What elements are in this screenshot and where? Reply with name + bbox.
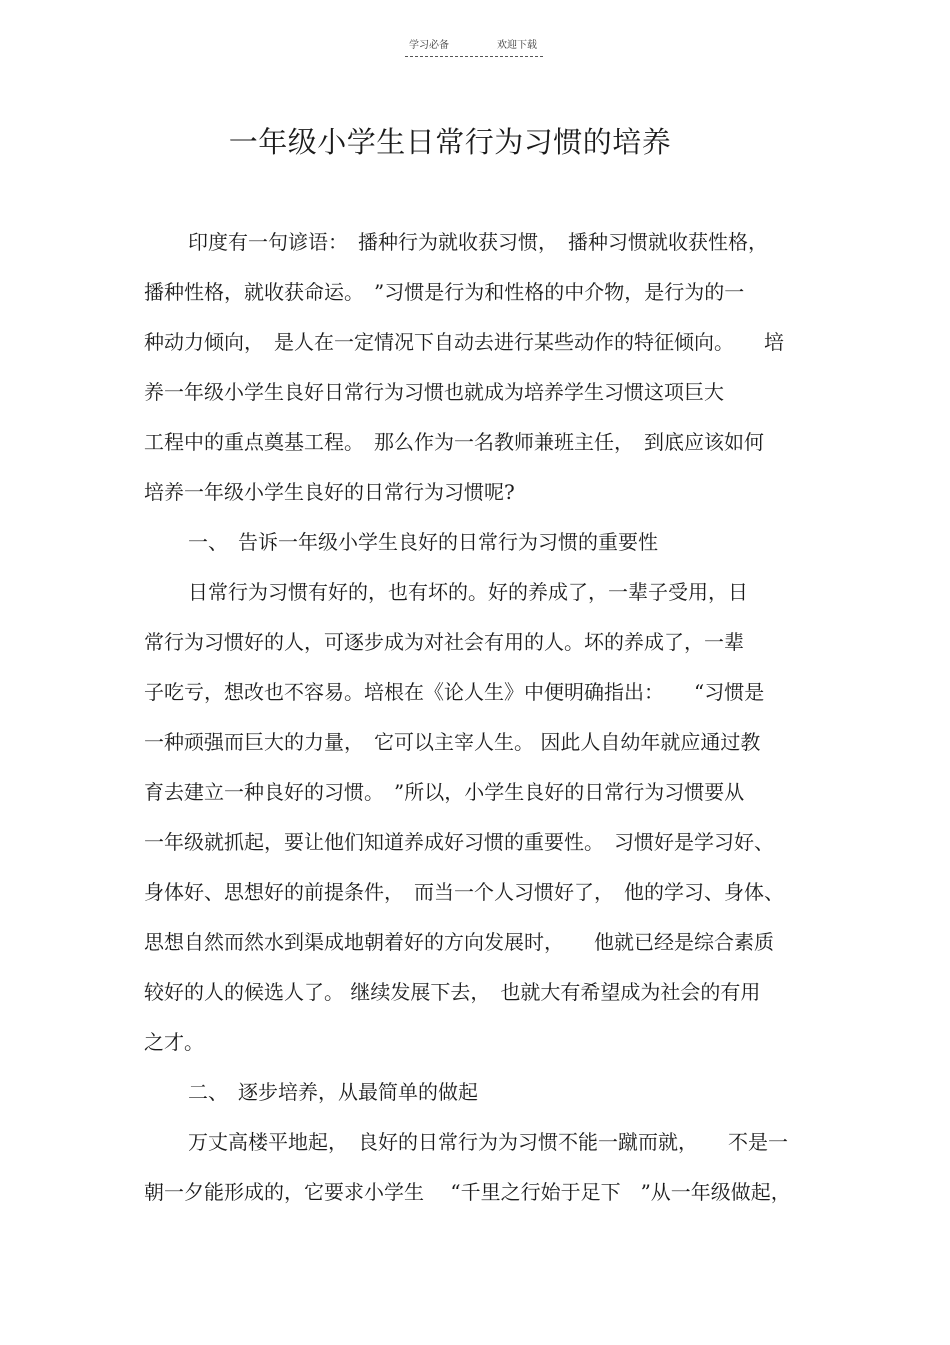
paragraph-line: 之才。 xyxy=(144,1030,204,1054)
section-heading: 二、 逐步培养，从最简单的做起 xyxy=(188,1080,478,1104)
header-right-text: 欢迎下载 xyxy=(497,40,537,51)
paragraph-line: 一种顽强而巨大的力量， 它可以主宰人生。 因此人自幼年就应通过教 xyxy=(144,730,761,754)
paragraph-line: 日常行为习惯有好的，也有坏的。好的养成了，一辈子受用，日 xyxy=(188,580,748,604)
paragraph-line: 万丈高楼平地起， 良好的日常行为为习惯不能一蹴而就， 不是一 xyxy=(188,1130,788,1154)
paragraph-line: 一年级就抓起，要让他们知道养成好习惯的重要性。 习惯好是学习好、 xyxy=(144,830,774,854)
paragraph-line: 育去建立一种良好的习惯。 ”所以，小学生良好的日常行为习惯要从 xyxy=(144,780,745,804)
paragraph-line: 印度有一句谚语： 播种行为就收获习惯， 播种习惯就收获性格， xyxy=(188,230,768,254)
paragraph-line: 常行为习惯好的人，可逐步成为对社会有用的人。坏的养成了，一辈 xyxy=(144,630,744,654)
paragraph-line: 种动力倾向， 是人在一定情况下自动去进行某些动作的特征倾向。 培 xyxy=(144,330,784,354)
paragraph-line: 培养一年级小学生良好的日常行为习惯呢? xyxy=(144,480,515,504)
paragraph-line: 子吃亏，想改也不容易。培根在《论人生》中便明确指出： “习惯是 xyxy=(144,680,765,704)
document-body xyxy=(144,220,809,1220)
paragraph-line: 较好的人的候选人了。 继续发展下去， 也就大有希望成为社会的有用 xyxy=(144,980,761,1004)
paragraph-line: 工程中的重点奠基工程。 那么作为一名教师兼班主任， 到底应该如何 xyxy=(144,430,764,454)
paragraph-line: 养一年级小学生良好日常行为习惯也就成为培养学生习惯这项巨大 xyxy=(144,380,724,404)
paragraph-line: 思想自然而然水到渠成地朝着好的方向发展时， 他就已经是综合素质 xyxy=(144,930,774,954)
document-title: 一年级小学生日常行为习惯的培养 xyxy=(228,125,672,159)
paragraph-line: 身体好、思想好的前提条件， 而当一个人习惯好了， 他的学习、身体、 xyxy=(144,880,784,904)
page-header xyxy=(405,38,543,57)
header-left-text: 学习必备 xyxy=(409,40,449,51)
paragraph-line: 朝一夕能形成的，它要求小学生 “千里之行始于足下 ”从一年级做起， xyxy=(144,1180,791,1204)
section-heading: 一、 告诉一年级小学生良好的日常行为习惯的重要性 xyxy=(188,530,658,554)
paragraph-line: 播种性格，就收获命运。 ”习惯是行为和性格的中介物，是行为的一 xyxy=(144,280,745,304)
